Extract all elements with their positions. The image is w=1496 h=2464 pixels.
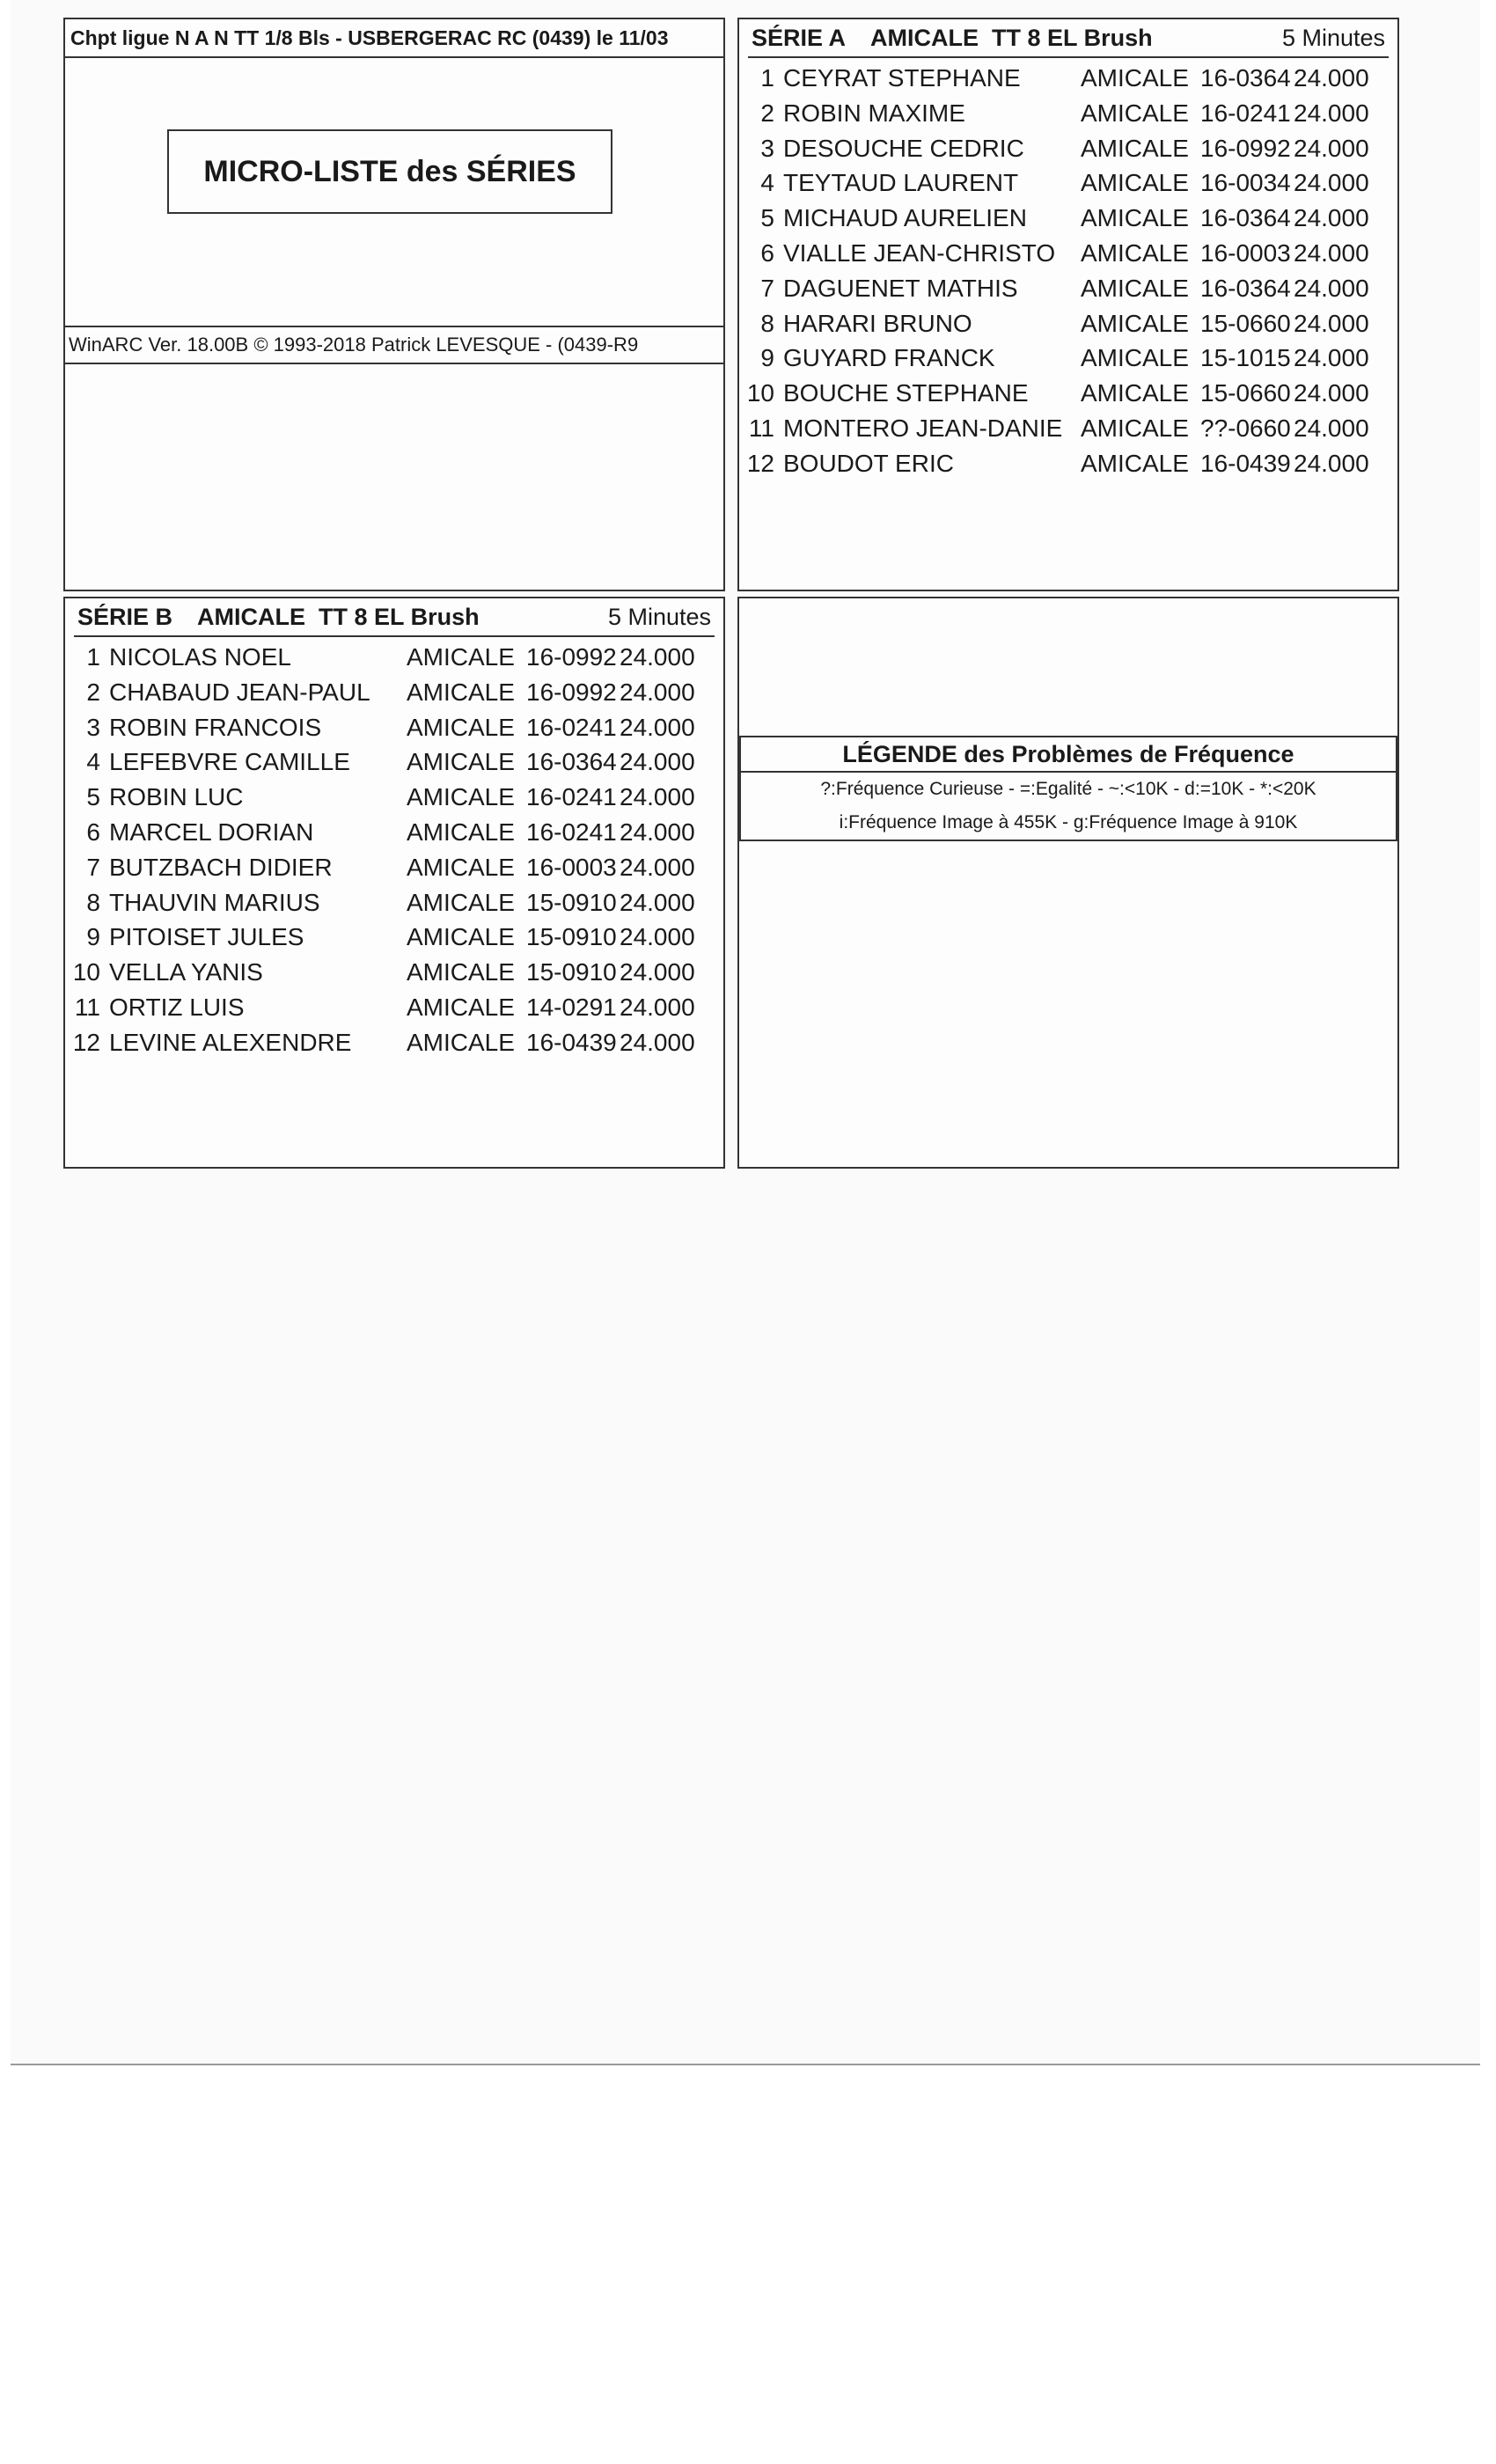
entry-number: 11: [74, 993, 100, 1021]
frequency: 24.000: [620, 713, 695, 741]
entry-number: 4: [760, 169, 774, 197]
legend-title: LÉGENDE des Problèmes de Fréquence: [741, 737, 1396, 773]
frequency: 24.000: [1294, 414, 1369, 442]
competitor-name: BOUDOT ERIC: [783, 449, 954, 477]
entry-number: 7: [86, 853, 100, 881]
entry-number: 4: [86, 748, 100, 776]
entry-number: 8: [86, 888, 100, 916]
list-item: [65, 990, 723, 1025]
list-item: [739, 61, 1397, 96]
entry-number: 9: [760, 344, 774, 372]
legend-line-1: ?:Fréquence Curieuse - =:Egalité - ~:<10K - d:=10K - *:<20K: [820, 779, 1316, 799]
competitor-name: VIALLE JEAN-CHRISTO: [783, 238, 1056, 267]
list-item: [65, 675, 723, 710]
licence-code: 16-0241: [1200, 99, 1291, 127]
entry-number: 5: [86, 783, 100, 811]
club-name: AMICALE: [1081, 99, 1189, 127]
list-item: [65, 1025, 723, 1060]
frequency: 24.000: [1294, 344, 1369, 372]
club-name: AMICALE: [407, 783, 515, 811]
entry-number: 7: [760, 274, 774, 302]
club-name: AMICALE: [1081, 169, 1189, 197]
competitor-name: NICOLAS NOEL: [109, 643, 291, 671]
list-item: [65, 815, 723, 850]
series-b-panel: [63, 597, 725, 1169]
club-name: AMICALE: [1081, 238, 1189, 267]
licence-code: 16-0439: [1200, 449, 1291, 477]
entry-number: 1: [86, 643, 100, 671]
list-item: [739, 201, 1397, 236]
document-title: MICRO-LISTE des SÉRIES: [167, 129, 612, 214]
series-a-duration: 5 Minutes: [1281, 25, 1385, 51]
frequency: 24.000: [1294, 379, 1369, 407]
list-item: [65, 850, 723, 885]
legend-box: [739, 736, 1397, 841]
entry-number: 12: [746, 449, 774, 477]
software-version: WinARC Ver. 18.00B © 1993-2018 Patrick LEVESQUE - (0439-R9: [65, 326, 723, 364]
list-item: [739, 271, 1397, 306]
licence-code: 16-0364: [526, 748, 617, 776]
series-b-name: SÉRIE B: [77, 604, 173, 630]
licence-code: 16-0992: [526, 678, 617, 706]
entry-number: 2: [760, 99, 774, 127]
series-a-list: [739, 58, 1397, 481]
series-b-duration: 5 Minutes: [607, 604, 711, 630]
entry-number: 10: [72, 958, 100, 986]
list-item: [739, 411, 1397, 446]
series-b-list: [65, 637, 723, 1060]
series-b-header: [74, 598, 715, 637]
competitor-name: BUTZBACH DIDIER: [109, 853, 333, 881]
competitor-name: GUYARD FRANCK: [783, 344, 995, 372]
entry-number: 8: [760, 309, 774, 337]
competitor-name: VELLA YANIS: [109, 958, 263, 986]
list-item: [739, 306, 1397, 341]
series-a-heading: [752, 19, 1153, 56]
club-name: AMICALE: [1081, 309, 1189, 337]
competitor-name: ROBIN FRANCOIS: [109, 713, 322, 741]
licence-code: 16-0034: [1200, 169, 1291, 197]
competitor-name: LEVINE ALEXENDRE: [109, 1028, 352, 1056]
frequency: 24.000: [1294, 134, 1369, 162]
entry-number: 5: [760, 204, 774, 232]
entry-number: 10: [746, 379, 774, 407]
entry-number: 3: [86, 713, 100, 741]
series-b-category: AMICALE: [197, 604, 306, 630]
frequency: 24.000: [620, 1028, 695, 1056]
competitor-name: MICHAUD AURELIEN: [783, 204, 1027, 232]
frequency: 24.000: [620, 888, 695, 916]
list-item: [65, 640, 723, 675]
entry-number: 6: [86, 818, 100, 846]
frequency: 24.000: [620, 818, 695, 846]
club-name: AMICALE: [407, 888, 515, 916]
club-name: AMICALE: [407, 853, 515, 881]
licence-code: 16-0003: [526, 853, 617, 881]
licence-code: 16-0003: [1200, 238, 1291, 267]
list-item: [739, 165, 1397, 201]
frequency: 24.000: [620, 993, 695, 1021]
frequency: 24.000: [620, 783, 695, 811]
list-item: [739, 96, 1397, 131]
competitor-name: DAGUENET MATHIS: [783, 274, 1018, 302]
licence-code: 15-1015: [1200, 344, 1291, 372]
entry-number: 3: [760, 134, 774, 162]
list-item: [739, 446, 1397, 481]
competitor-name: BOUCHE STEPHANE: [783, 379, 1029, 407]
legend-panel: [737, 597, 1399, 1169]
licence-code: 15-0910: [526, 923, 617, 951]
club-name: AMICALE: [407, 643, 515, 671]
competitor-name: CHABAUD JEAN-PAUL: [109, 678, 370, 706]
list-item: [65, 920, 723, 955]
frequency: 24.000: [1294, 99, 1369, 127]
licence-code: ??-0660: [1200, 414, 1291, 442]
competitor-name: ROBIN LUC: [109, 783, 244, 811]
entry-number: 11: [748, 414, 774, 442]
series-a-name: SÉRIE A: [752, 25, 847, 51]
competitor-name: ORTIZ LUIS: [109, 993, 245, 1021]
licence-code: 16-0364: [1200, 274, 1291, 302]
competitor-name: MONTERO JEAN-DANIE: [783, 414, 1063, 442]
series-a-class: TT 8 EL Brush: [992, 25, 1153, 51]
licence-code: 15-0660: [1200, 309, 1291, 337]
frequency: 24.000: [620, 853, 695, 881]
list-item: [739, 131, 1397, 166]
competitor-name: DESOUCHE CEDRIC: [783, 134, 1024, 162]
club-name: AMICALE: [407, 713, 515, 741]
club-name: AMICALE: [1081, 134, 1189, 162]
competitor-name: MARCEL DORIAN: [109, 818, 314, 846]
licence-code: 14-0291: [526, 993, 617, 1021]
club-name: AMICALE: [407, 818, 515, 846]
licence-code: 15-0660: [1200, 379, 1291, 407]
club-name: AMICALE: [407, 1028, 515, 1056]
club-name: AMICALE: [407, 993, 515, 1021]
licence-code: 15-0910: [526, 958, 617, 986]
licence-code: 16-0439: [526, 1028, 617, 1056]
frequency: 24.000: [1294, 238, 1369, 267]
club-name: AMICALE: [1081, 449, 1189, 477]
entry-number: 1: [760, 64, 774, 92]
competitor-name: LEFEBVRE CAMILLE: [109, 748, 350, 776]
club-name: AMICALE: [407, 748, 515, 776]
list-item: [65, 885, 723, 920]
frequency: 24.000: [620, 923, 695, 951]
club-name: AMICALE: [407, 678, 515, 706]
competition-title: Chpt ligue N A N TT 1/8 Bls - USBERGERAC RC (0439) le 11/03: [65, 19, 723, 58]
club-name: AMICALE: [1081, 379, 1189, 407]
licence-code: 16-0992: [1200, 134, 1291, 162]
header-panel: [63, 18, 725, 591]
competitor-name: CEYRAT STEPHANE: [783, 64, 1021, 92]
licence-code: 16-0241: [526, 783, 617, 811]
frequency: 24.000: [620, 958, 695, 986]
list-item: [65, 780, 723, 815]
frequency: 24.000: [620, 748, 695, 776]
frequency: 24.000: [1294, 64, 1369, 92]
frequency: 24.000: [620, 643, 695, 671]
legend-line-2: i:Fréquence Image à 455K - g:Fréquence Image à 910K: [839, 812, 1298, 832]
list-item: [65, 955, 723, 990]
licence-code: 16-0364: [1200, 64, 1291, 92]
club-name: AMICALE: [407, 923, 515, 951]
club-name: AMICALE: [1081, 64, 1189, 92]
list-item: [739, 376, 1397, 411]
entry-number: 9: [86, 923, 100, 951]
list-item: [65, 744, 723, 780]
competitor-name: THAUVIN MARIUS: [109, 888, 320, 916]
competitor-name: PITOISET JULES: [109, 923, 304, 951]
series-a-panel: [737, 18, 1399, 591]
series-a-category: AMICALE: [870, 25, 979, 51]
club-name: AMICALE: [1081, 414, 1189, 442]
list-item: [65, 710, 723, 745]
licence-code: 16-0241: [526, 818, 617, 846]
frequency: 24.000: [1294, 204, 1369, 232]
club-name: AMICALE: [1081, 344, 1189, 372]
club-name: AMICALE: [1081, 274, 1189, 302]
series-b-heading: [77, 598, 480, 635]
frequency: 24.000: [1294, 449, 1369, 477]
series-a-header: [748, 19, 1389, 58]
competitor-name: HARARI BRUNO: [783, 309, 972, 337]
club-name: AMICALE: [407, 958, 515, 986]
competitor-name: TEYTAUD LAURENT: [783, 169, 1019, 197]
entry-number: 2: [86, 678, 100, 706]
list-item: [739, 341, 1397, 376]
competitor-name: ROBIN MAXIME: [783, 99, 965, 127]
frequency: 24.000: [620, 678, 695, 706]
licence-code: 16-0364: [1200, 204, 1291, 232]
frequency: 24.000: [1294, 169, 1369, 197]
licence-code: 16-0241: [526, 713, 617, 741]
licence-code: 16-0992: [526, 643, 617, 671]
list-item: [739, 236, 1397, 271]
licence-code: 15-0910: [526, 888, 617, 916]
entry-number: 6: [760, 238, 774, 267]
series-b-class: TT 8 EL Brush: [319, 604, 480, 630]
club-name: AMICALE: [1081, 204, 1189, 232]
frequency: 24.000: [1294, 309, 1369, 337]
entry-number: 12: [72, 1028, 100, 1056]
frequency: 24.000: [1294, 274, 1369, 302]
